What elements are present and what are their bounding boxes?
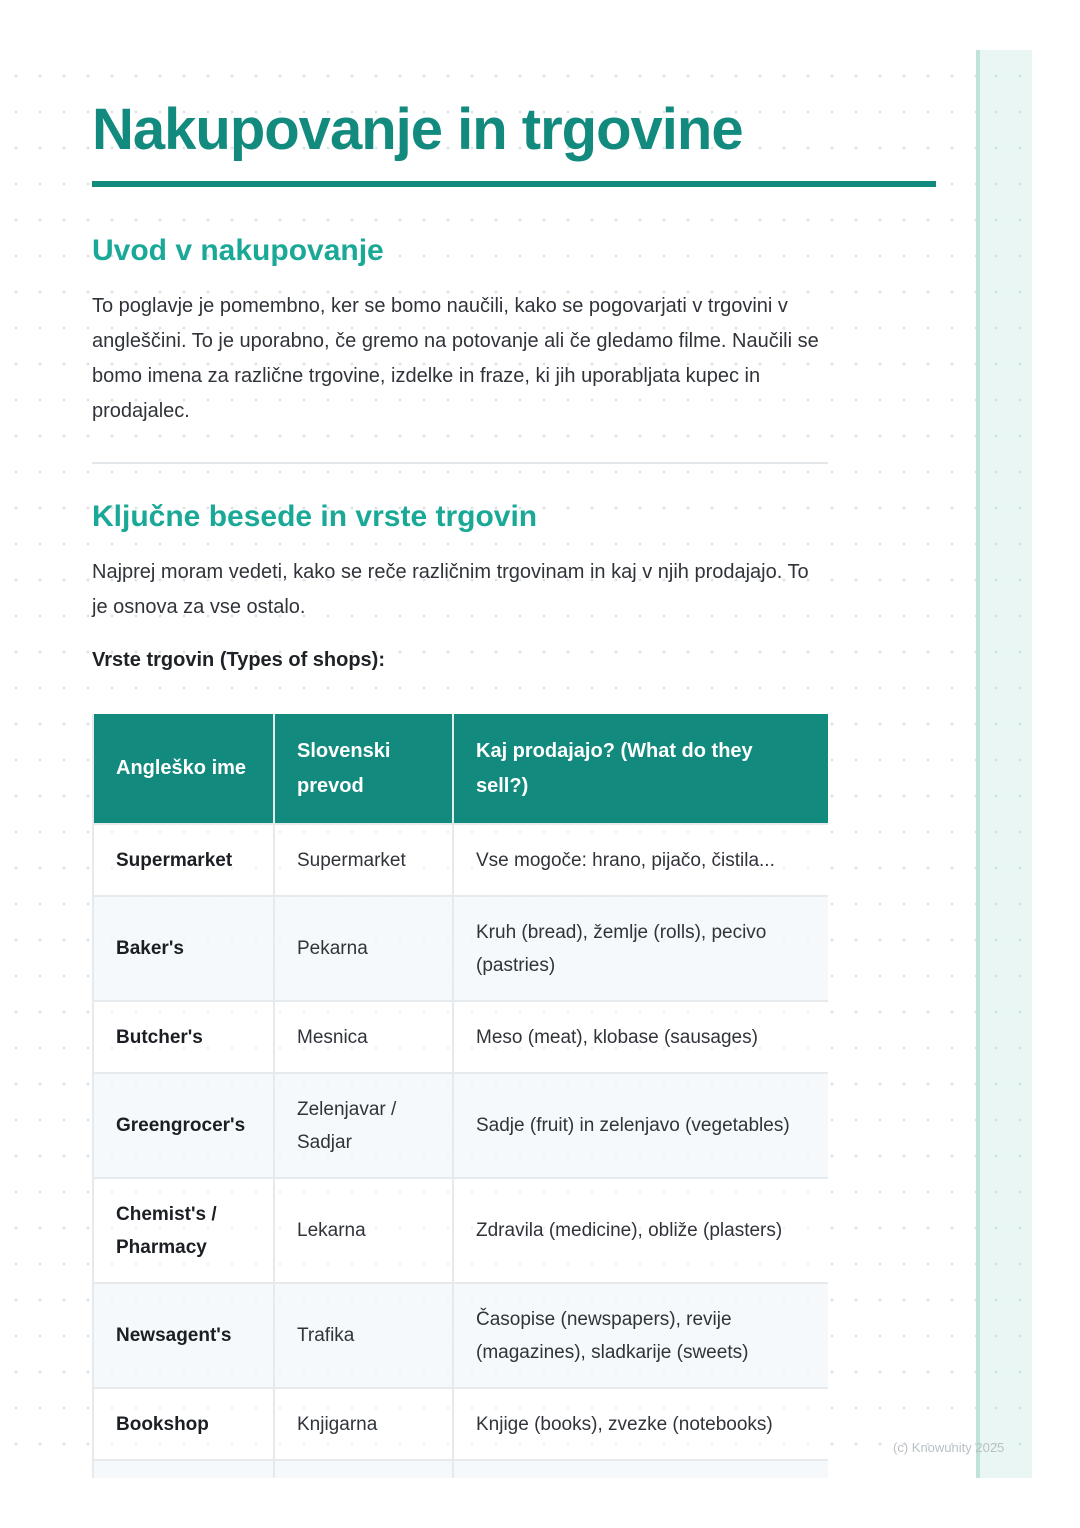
header-slovene-translation: Slovenski prevod xyxy=(274,714,453,824)
section-heading-intro: Uvod v nakupovanje xyxy=(92,234,384,267)
side-margin-band xyxy=(976,50,1032,1478)
cell-sells: Sadje (fruit) in zelenjavo (vegetables) xyxy=(453,1073,828,1178)
shops-table-container xyxy=(92,714,828,1478)
title-underline xyxy=(92,181,936,187)
cell-english: Newsagent's xyxy=(93,1283,274,1388)
cell-slovene: Knjigarna xyxy=(274,1388,453,1460)
cell-sells: Meso (meat), klobase (sausages) xyxy=(453,1001,828,1073)
table-row xyxy=(93,1178,828,1283)
table-row xyxy=(93,1388,828,1460)
table-header-row xyxy=(93,714,828,824)
table-row xyxy=(93,1283,828,1388)
cell-english: Chemist's / Pharmacy xyxy=(93,1178,274,1283)
cell-empty xyxy=(274,1460,453,1478)
cell-slovene: Pekarna xyxy=(274,896,453,1001)
cell-sells: Vse mogoče: hrano, pijačo, čistila... xyxy=(453,824,828,896)
section-divider xyxy=(92,462,828,464)
cell-english: Baker's xyxy=(93,896,274,1001)
cell-slovene: Lekarna xyxy=(274,1178,453,1283)
cell-sells: Knjige (books), zvezke (notebooks) xyxy=(453,1388,828,1460)
cell-english: Bookshop xyxy=(93,1388,274,1460)
table-row xyxy=(93,1073,828,1178)
cell-empty xyxy=(93,1460,274,1478)
cell-slovene: Mesnica xyxy=(274,1001,453,1073)
section-body-intro: To poglavje je pomembno, ker se bomo naučili, kako se pogovarjati v trgovini v angleščini. To je uporabno, če gremo na potovanje ali če gledamo filme. Naučili se bomo imena za različne trgovine, izdelke in fraze, ki jih uporabljata kupec in prodajalec. xyxy=(92,295,819,422)
shops-table xyxy=(92,714,828,1478)
cell-sells: Zdravila (medicine), obliže (plasters) xyxy=(453,1178,828,1283)
page-title: Nakupovanje in trgovine xyxy=(92,97,743,162)
cell-slovene: Zelenjavar / Sadjar xyxy=(274,1073,453,1178)
cell-english: Greengrocer's xyxy=(93,1073,274,1178)
table-row xyxy=(93,896,828,1001)
table-caption: Vrste trgovin (Types of shops): xyxy=(92,649,385,671)
copyright-footer: (c) Knowunity 2025 xyxy=(893,1440,1005,1455)
table-row xyxy=(93,1001,828,1073)
cell-slovene: Supermarket xyxy=(274,824,453,896)
cell-empty xyxy=(453,1460,828,1478)
section-body-keywords: Najprej moram vedeti, kako se reče različnim trgovinam in kaj v njih prodajajo. To je osnova za vse ostalo. xyxy=(92,561,809,618)
table-row xyxy=(93,824,828,896)
cell-sells: Časopise (newspapers), revije (magazines), sladkarije (sweets) xyxy=(453,1283,828,1388)
table-row-cut-off xyxy=(93,1460,828,1478)
cell-sells: Kruh (bread), žemlje (rolls), pecivo (pastries) xyxy=(453,896,828,1001)
section-heading-keywords: Ključne besede in vrste trgovin xyxy=(92,500,538,533)
cell-slovene: Trafika xyxy=(274,1283,453,1388)
cell-english: Supermarket xyxy=(93,824,274,896)
cell-english: Butcher's xyxy=(93,1001,274,1073)
header-english-name: Angleško ime xyxy=(93,714,274,824)
header-what-they-sell: Kaj prodajajo? (What do they sell?) xyxy=(453,714,828,824)
